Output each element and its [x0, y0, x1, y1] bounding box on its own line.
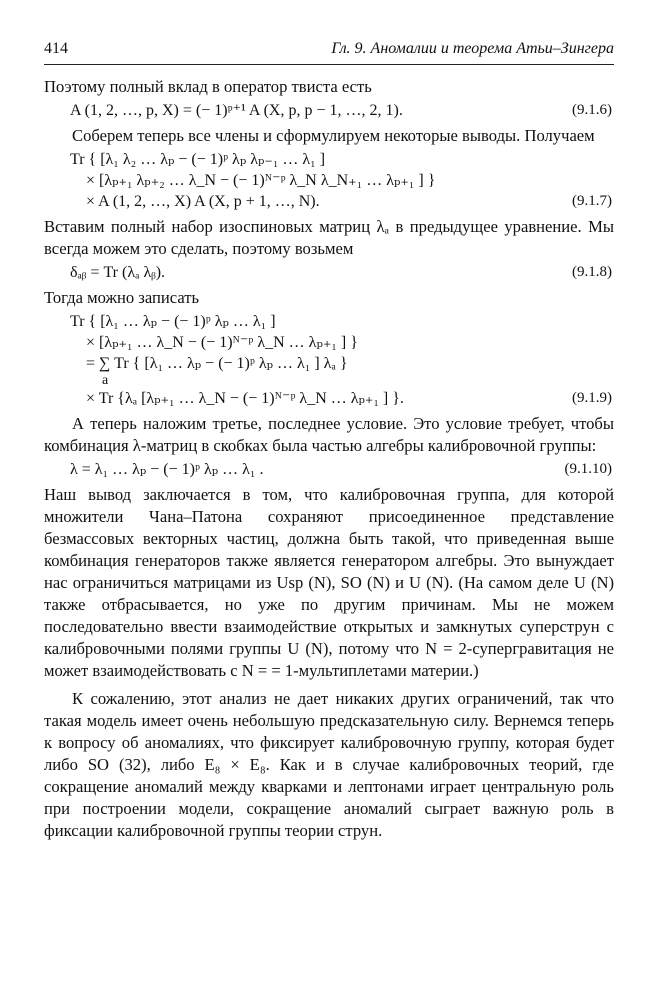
- equation-line: × Tr {λₐ [λₚ₊₁ … λ_N − (− 1)ᴺ⁻ᵖ λ_N … λₚ₊₁ ] }.: [86, 390, 404, 407]
- equation-9-1-8: [44, 262, 614, 283]
- page-body: [44, 76, 614, 842]
- header-rule: [44, 64, 614, 65]
- equation-line: = ∑ Tr { [λ₁ … λₚ − (− 1)ᵖ λₚ … λ₁ ] λₐ }: [86, 355, 348, 372]
- page-header: [44, 40, 614, 66]
- sum-index: a: [102, 373, 109, 388]
- equation-line: Tr { [λ₁ λ₂ … λₚ − (− 1)ᵖ λₚ λₚ₋₁ … λ₁ ]: [70, 151, 326, 168]
- equation-line: λ = λ₁ … λₚ − (− 1)ᵖ λₚ … λ₁ .: [70, 461, 264, 478]
- paragraph-1: Поэтому полный вклад в оператор твиста есть: [44, 77, 372, 96]
- equation-9-1-7: [44, 149, 614, 212]
- paragraph-3: Вставим полный набор изоспиновых матриц λₐ в предыдущее уравнение. Мы всегда можем это сделать, поэтому возьмем: [44, 217, 614, 258]
- equation-line: × [λₚ₊₁ λₚ₊₂ … λ_N − (− 1)ᴺ⁻ᵖ λ_N λ_N₊₁ … λₚ₊₁ ] }: [86, 172, 436, 189]
- equation-number: (9.1.6): [572, 102, 612, 118]
- equation-line: δₐᵦ = Tr (λₐ λᵦ).: [70, 264, 166, 281]
- equation-9-1-10: [44, 459, 614, 480]
- paragraph-7: К сожалению, этот анализ не дает никаких других ограничений, так что такая модель имеет очень небольшую предсказательную силу. Вернемся теперь к вопросу об аномалиях, что фиксирует калибровочную группу, которая будет либо SO (32), либо E₈ × E₈. Как и в случае калибровочных теорий, где сокращение аномалий между кварками и лептонами играет центральную роль при построении модели, сокращение аномалий сыграет важную роль в фиксации калибровочной группы теории струн.: [44, 689, 614, 840]
- paragraph-4: Тогда можно записать: [44, 288, 200, 307]
- equation-number: (9.1.10): [564, 461, 612, 477]
- equation-number: (9.1.8): [572, 264, 612, 280]
- equation-line: Tr { [λ₁ … λₚ − (− 1)ᵖ λₚ … λ₁ ]: [70, 313, 276, 330]
- equation-line: A (1, 2, …, p, X) = (− 1)ᵖ⁺¹ A (X, p, p − 1, …, 2, 1).: [70, 102, 403, 119]
- equation-9-1-9: [44, 311, 614, 409]
- page-number: 414: [44, 40, 68, 57]
- running-title: Гл. 9. Аномалии и теорема Атьи–Зингера: [331, 40, 614, 57]
- paragraph-5: А теперь наложим третье, последнее условие. Это условие требует, чтобы комбинация λ-матриц в скобках была частью алгебры калибровочной группы:: [44, 414, 614, 455]
- equation-9-1-6: [44, 100, 614, 121]
- paragraph-2: Соберем теперь все члены и сформулируем некоторые выводы. Получаем: [72, 126, 595, 145]
- equation-line: × [λₚ₊₁ … λ_N − (− 1)ᴺ⁻ᵖ λ_N … λₚ₊₁ ] }: [86, 334, 358, 351]
- equation-number: (9.1.7): [572, 193, 612, 209]
- equation-number: (9.1.9): [572, 390, 612, 406]
- paragraph-6: Наш вывод заключается в том, что калибровочная группа, для которой множители Чана–Патона сохраняют присоединенное представление безмассовых векторных частиц, должна быть такой, что приведенная выше комбинация генераторов также является генератором алгебры. Это вынуждает нас ограничиться матрицами из Usp (N), SO (N) и U (N). (На самом деле U (N) также отбрасывается, но уже по другим причинам. Мы не можем последовательно ввести взаимодействие открытых и замкнутых суперструн с калибровочными полями группы U (N), потому что N = 2-супергравитация не может взаимодействовать с N = = 1-мультиплетами материи.): [44, 485, 614, 680]
- equation-line: × A (1, 2, …, X) A (X, p + 1, …, N).: [86, 193, 320, 210]
